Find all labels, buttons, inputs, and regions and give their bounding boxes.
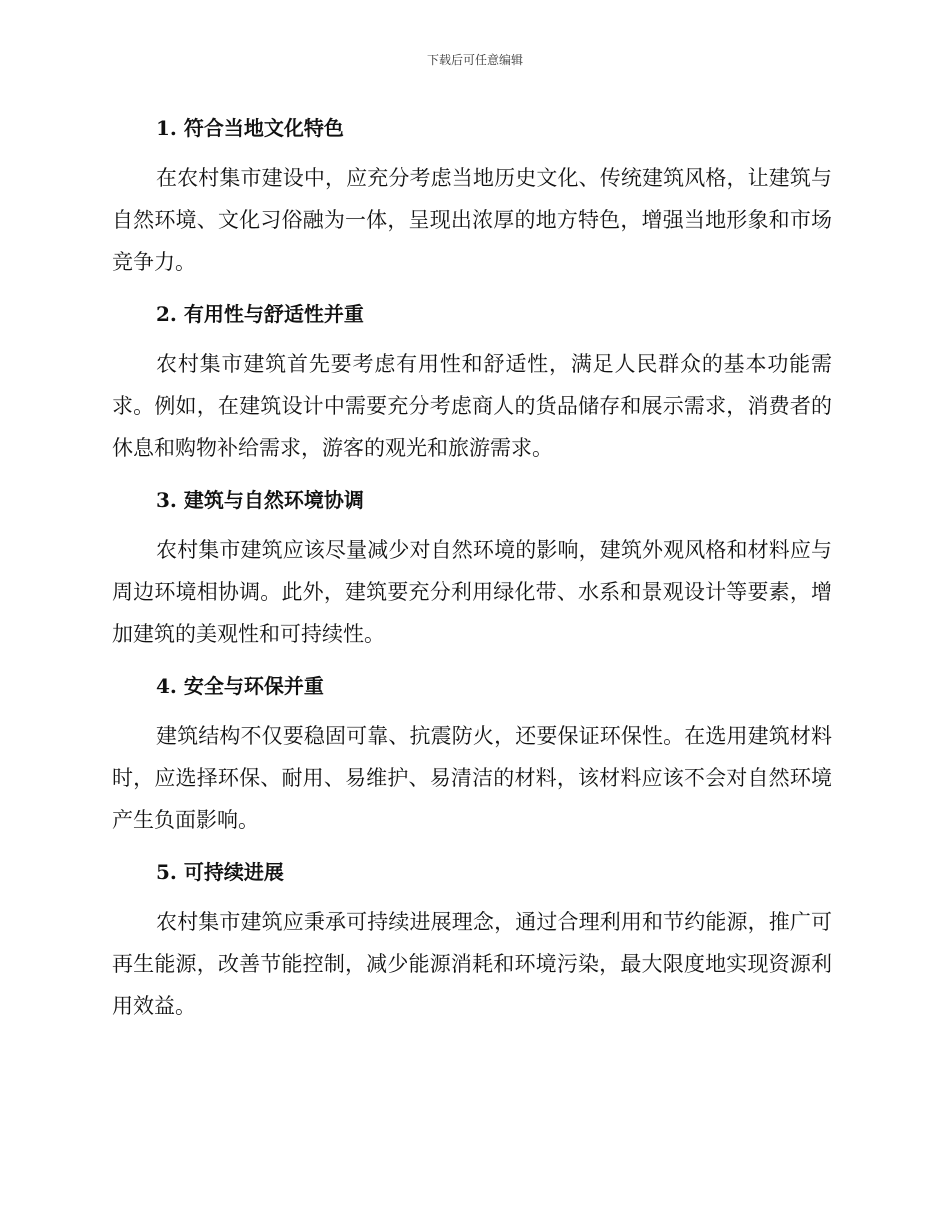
document-body [112, 108, 832, 1038]
section-heading: 1. 符合当地文化特色 [156, 116, 344, 140]
section-heading: 3. 建筑与自然环境协调 [156, 488, 364, 512]
section-paragraph: 农村集市建筑应该尽量减少对自然环境的影响，建筑外观风格和材料应与周边环境相协调。此外，建筑要充分利用绿化带、水系和景观设计等要素，增加建筑的美观性和可持续性。 [112, 538, 832, 646]
section-heading: 5. 可持续进展 [156, 860, 284, 884]
section-paragraph: 农村集市建筑首先要考虑有用性和舒适性，满足人民群众的基本功能需求。例如，在建筑设计中需要充分考虑商人的货品储存和展示需求，消费者的休息和购物补给需求，游客的观光和旅游需求。 [112, 352, 832, 460]
page-header-note: 下载后可任意编辑 [426, 53, 523, 67]
section-paragraph: 建筑结构不仅要稳固可靠、抗震防火，还要保证环保性。在选用建筑材料时，应选择环保、耐用、易维护、易清洁的材料，该材料应该不会对自然环境产生负面影响。 [112, 724, 832, 832]
section-4 [112, 666, 832, 841]
section-paragraph: 农村集市建筑应秉承可持续进展理念，通过合理利用和节约能源，推广可再生能源，改善节能控制，减少能源消耗和环境污染，最大限度地实现资源利用效益。 [112, 910, 832, 1018]
section-paragraph: 在农村集市建设中，应充分考虑当地历史文化、传统建筑风格，让建筑与自然环境、文化习俗融为一体，呈现出浓厚的地方特色，增强当地形象和市场竞争力。 [112, 166, 832, 274]
section-5 [112, 852, 832, 1027]
section-heading: 4. 安全与环保并重 [156, 674, 324, 698]
section-2 [112, 294, 832, 469]
section-heading: 2. 有用性与舒适性并重 [156, 302, 364, 326]
section-3 [112, 480, 832, 655]
section-1 [112, 108, 832, 283]
